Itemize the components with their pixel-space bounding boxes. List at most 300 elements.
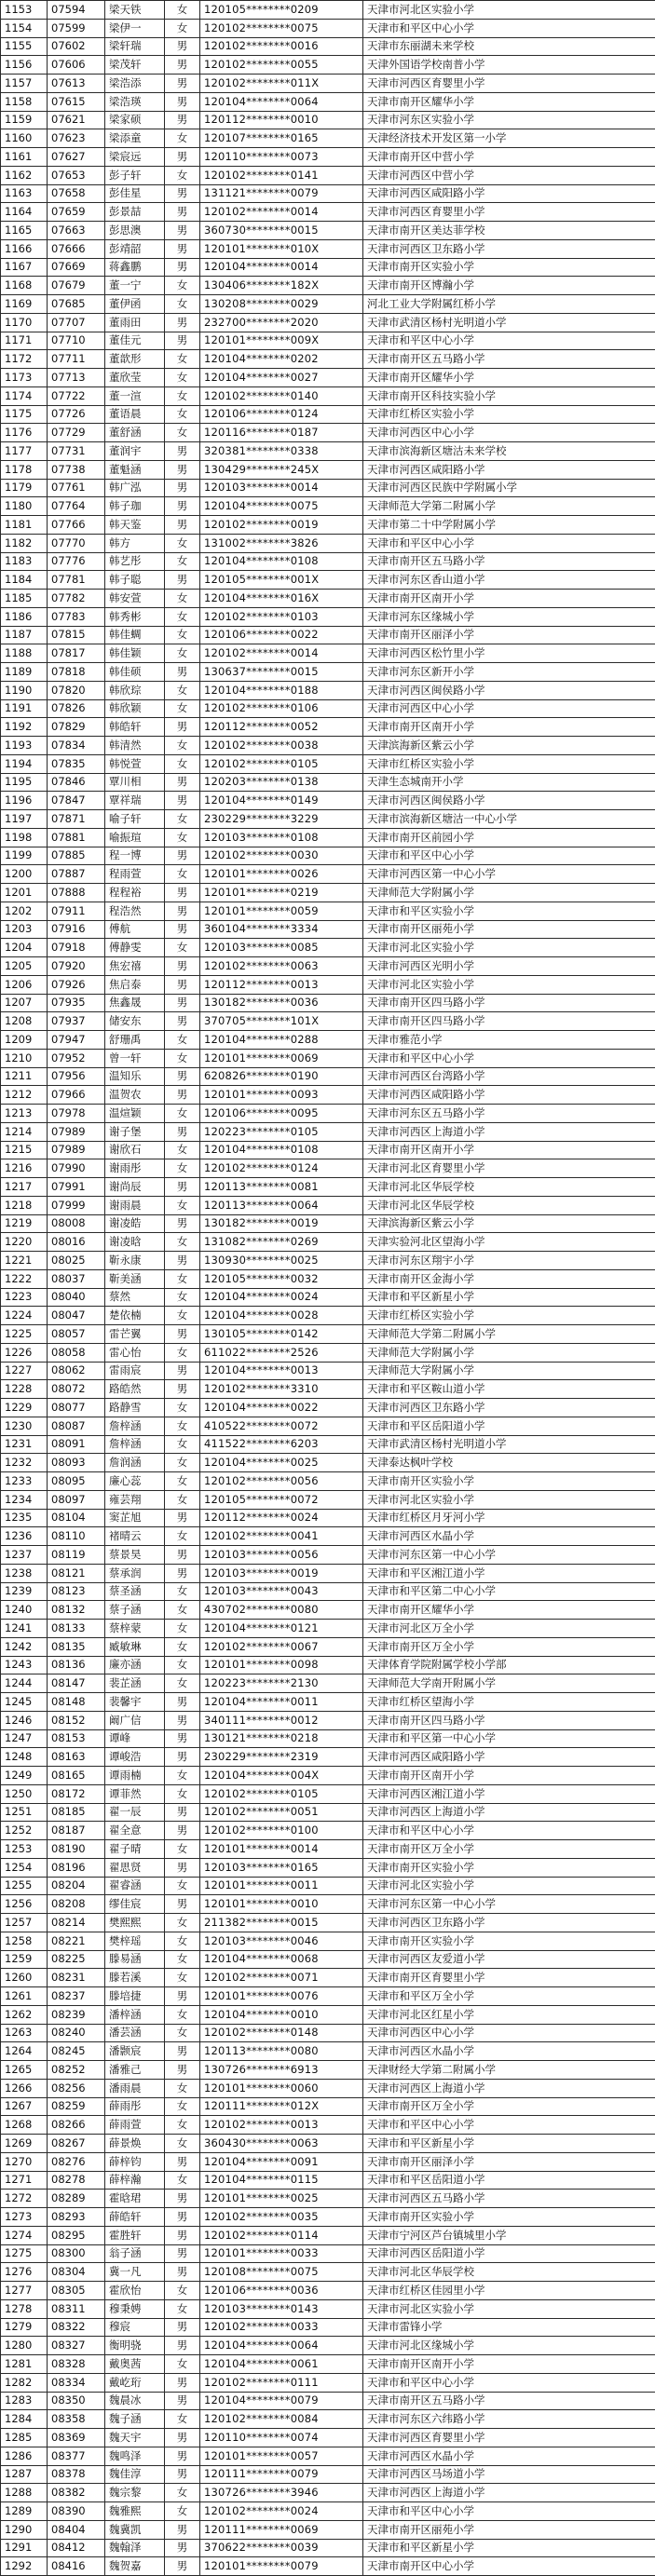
gender: 女 [165, 1105, 200, 1123]
table-row [1, 1582, 655, 1601]
registration-number: 08378 [48, 2465, 105, 2484]
student-name: 薛皓轩 [105, 2208, 165, 2227]
student-name: 潘雅己 [105, 2061, 165, 2080]
registration-number: 07935 [48, 994, 105, 1012]
row-index: 1182 [1, 534, 48, 552]
table-row [1, 1067, 655, 1086]
id-number: 120106********0036 [200, 2282, 363, 2300]
gender: 女 [165, 1877, 200, 1895]
table-row [1, 313, 655, 332]
school-name: 天津市红桥区佳园里小学 [363, 2282, 655, 2300]
row-index: 1192 [1, 718, 48, 737]
school-name: 天津师范大学附属小学 [363, 1362, 655, 1380]
school-name: 天津市和平区鞍山道小学 [363, 1380, 655, 1399]
registration-number: 08025 [48, 1252, 105, 1270]
table-row [1, 56, 655, 75]
table-row [1, 1932, 655, 1950]
registration-number: 08369 [48, 2429, 105, 2447]
school-name: 天津市河北区实验小学 [363, 975, 655, 994]
registration-number: 08077 [48, 1399, 105, 1417]
row-index: 1285 [1, 2429, 48, 2447]
registration-number: 07888 [48, 884, 105, 902]
id-number: 130726********3946 [200, 2484, 363, 2502]
table-row [1, 2520, 655, 2539]
school-name: 天津外国语学校南普小学 [363, 56, 655, 75]
registration-number: 08266 [48, 2116, 105, 2135]
registration-number: 08293 [48, 2208, 105, 2227]
row-index: 1262 [1, 2005, 48, 2024]
table-row [1, 479, 655, 497]
row-index: 1200 [1, 865, 48, 884]
id-number: 120111********012X [200, 2097, 363, 2116]
school-name: 天津市雅范小学 [363, 1031, 655, 1050]
gender: 男 [165, 2263, 200, 2282]
gender: 女 [165, 1399, 200, 1417]
table-row [1, 2299, 655, 2318]
id-number: 120104********0288 [200, 1031, 363, 1050]
registration-number: 07937 [48, 1012, 105, 1031]
gender: 女 [165, 607, 200, 626]
student-name: 曾一轩 [105, 1049, 165, 1067]
registration-number: 08165 [48, 1767, 105, 1785]
id-number: 120101********009X [200, 332, 363, 350]
student-name: 霍晗珺 [105, 2190, 165, 2208]
id-number: 620826********0190 [200, 1067, 363, 1086]
school-name: 天津师范大学南开附属小学 [363, 1674, 655, 1693]
id-number: 120104********0115 [200, 2171, 363, 2190]
row-index: 1290 [1, 2520, 48, 2539]
student-name: 詹梓涵 [105, 1417, 165, 1435]
registration-number: 08057 [48, 1325, 105, 1344]
student-name: 彭靖韶 [105, 239, 165, 258]
gender: 男 [165, 773, 200, 792]
table-row [1, 350, 655, 369]
school-name: 天津市河西区咸阳路小学 [363, 184, 655, 203]
school-name: 天津财经大学第二附属小学 [363, 2061, 655, 2080]
student-name: 彭思澳 [105, 222, 165, 240]
id-number: 130105********0142 [200, 1325, 363, 1344]
row-index: 1197 [1, 810, 48, 829]
table-row [1, 2005, 655, 2024]
registration-number: 07978 [48, 1105, 105, 1123]
gender: 男 [165, 148, 200, 167]
registration-number: 08327 [48, 2337, 105, 2355]
id-number: 120104********0027 [200, 369, 363, 387]
registration-number: 07658 [48, 184, 105, 203]
gender: 男 [165, 2465, 200, 2484]
student-name: 衡明骁 [105, 2337, 165, 2355]
id-number: 120102********0148 [200, 2024, 363, 2042]
registration-number: 08377 [48, 2447, 105, 2465]
gender: 女 [165, 644, 200, 663]
id-number: 120108********0075 [200, 2263, 363, 2282]
row-index: 1229 [1, 1399, 48, 1417]
student-name: 谢欣石 [105, 1141, 165, 1159]
school-name: 天津市南开区中心小学 [363, 2557, 655, 2576]
row-index: 1199 [1, 847, 48, 865]
id-number: 120223********0105 [200, 1122, 363, 1141]
registration-number: 08350 [48, 2392, 105, 2410]
student-name: 谭雨楠 [105, 1767, 165, 1785]
school-name: 天津市南开区实验小学 [363, 1932, 655, 1950]
school-name: 天津市红桥区望海小学 [363, 1693, 655, 1712]
row-index: 1263 [1, 2024, 48, 2042]
gender: 男 [165, 1711, 200, 1729]
registration-number: 07726 [48, 405, 105, 424]
school-name: 天津师范大学第二附属小学 [363, 1325, 655, 1344]
student-name: 韩方 [105, 534, 165, 552]
gender: 男 [165, 1012, 200, 1031]
table-row [1, 1693, 655, 1712]
table-row [1, 2171, 655, 2190]
registration-number: 07731 [48, 442, 105, 461]
gender: 男 [165, 460, 200, 479]
gender: 女 [165, 1932, 200, 1950]
id-number: 120102********0035 [200, 2208, 363, 2227]
row-index: 1279 [1, 2318, 48, 2337]
registration-number: 08300 [48, 2244, 105, 2263]
id-number: 611022********2526 [200, 1343, 363, 1362]
id-number: 120102********0100 [200, 1822, 363, 1840]
school-name: 天津市南开区中营小学 [363, 148, 655, 167]
gender: 女 [165, 1527, 200, 1546]
id-number: 120104********0028 [200, 1307, 363, 1325]
school-name: 天津市南开区南开小学 [363, 1767, 655, 1785]
id-number: 120107********0165 [200, 129, 363, 148]
registration-number: 08093 [48, 1454, 105, 1472]
gender: 女 [165, 1196, 200, 1214]
table-row [1, 442, 655, 461]
registration-number: 07627 [48, 148, 105, 167]
table-row [1, 1509, 655, 1527]
row-index: 1183 [1, 552, 48, 571]
school-name: 天津市南开区四马路小学 [363, 1711, 655, 1729]
row-index: 1215 [1, 1141, 48, 1159]
student-name: 董欣莹 [105, 369, 165, 387]
row-index: 1170 [1, 313, 48, 332]
registration-number: 08289 [48, 2190, 105, 2208]
school-name: 天津市河西区闽侯路小学 [363, 792, 655, 810]
school-name: 天津市河东区第一中心小学 [363, 1895, 655, 1914]
student-name: 谢子堡 [105, 1122, 165, 1141]
gender: 女 [165, 424, 200, 442]
table-row [1, 1399, 655, 1417]
id-number: 120112********0010 [200, 111, 363, 129]
gender: 男 [165, 902, 200, 920]
registration-number: 07817 [48, 644, 105, 663]
student-name: 韩天鉴 [105, 516, 165, 535]
school-name: 天津师范大学附属小学 [363, 1343, 655, 1362]
student-name: 靳美涵 [105, 1269, 165, 1288]
id-number: 120104********0025 [200, 1454, 363, 1472]
id-number: 120113********0080 [200, 2042, 363, 2061]
school-name: 天津市河东区新开小学 [363, 663, 655, 682]
id-number: 120111********0079 [200, 2465, 363, 2484]
registration-number: 07926 [48, 975, 105, 994]
gender: 男 [165, 792, 200, 810]
row-index: 1163 [1, 184, 48, 203]
registration-number: 07918 [48, 939, 105, 957]
row-index: 1209 [1, 1031, 48, 1050]
school-name: 天津市南开区耀华小学 [363, 92, 655, 111]
id-number: 120105********0072 [200, 1490, 363, 1509]
school-name: 天津市河西区咸阳路小学 [363, 1086, 655, 1105]
table-row [1, 1546, 655, 1565]
table-row [1, 2447, 655, 2465]
school-name: 天津市河西区友爱道小学 [363, 1950, 655, 1969]
registration-number: 08121 [48, 1564, 105, 1582]
table-row [1, 1362, 655, 1380]
student-name: 温煊颖 [105, 1105, 165, 1123]
table-row [1, 1325, 655, 1344]
registration-number: 07613 [48, 75, 105, 93]
student-name: 翟子晴 [105, 1840, 165, 1859]
school-name: 天津市河西区松竹里小学 [363, 644, 655, 663]
registration-number: 07710 [48, 332, 105, 350]
registration-number: 07729 [48, 424, 105, 442]
student-name: 褚晴云 [105, 1527, 165, 1546]
school-name: 天津市河西区光明小学 [363, 957, 655, 976]
student-name: 蔡圣涵 [105, 1582, 165, 1601]
row-index: 1180 [1, 497, 48, 516]
gender: 男 [165, 1858, 200, 1877]
row-index: 1189 [1, 663, 48, 682]
table-row [1, 2355, 655, 2374]
registration-number: 08276 [48, 2152, 105, 2171]
student-name: 谢尚辰 [105, 1178, 165, 1197]
registration-number: 07989 [48, 1122, 105, 1141]
school-name: 天津市红桥区月牙河小学 [363, 1509, 655, 1527]
gender: 男 [165, 1564, 200, 1582]
table-row [1, 277, 655, 295]
id-number: 120110********0073 [200, 148, 363, 167]
id-number: 120112********0013 [200, 975, 363, 994]
id-number: 120102********011X [200, 75, 363, 93]
row-index: 1156 [1, 56, 48, 75]
id-number: 120103********0043 [200, 1582, 363, 1601]
gender: 男 [165, 2337, 200, 2355]
row-index: 1203 [1, 920, 48, 939]
row-index: 1251 [1, 1803, 48, 1822]
school-name: 天津市河西区湘江道小学 [363, 1784, 655, 1803]
id-number: 130429********245X [200, 460, 363, 479]
school-name: 天津市南开区南开小学 [363, 590, 655, 608]
gender: 女 [165, 552, 200, 571]
registration-number: 08040 [48, 1288, 105, 1307]
student-name: 韩佳蜩 [105, 626, 165, 644]
student-name: 董一宁 [105, 277, 165, 295]
row-index: 1174 [1, 386, 48, 405]
table-row [1, 2337, 655, 2355]
student-name: 董魁涵 [105, 460, 165, 479]
id-number: 120102********0071 [200, 1969, 363, 1987]
student-name: 谢凌皓 [105, 1214, 165, 1233]
row-index: 1274 [1, 2226, 48, 2244]
table-row [1, 644, 655, 663]
row-index: 1231 [1, 1435, 48, 1454]
gender: 女 [165, 681, 200, 699]
id-number: 120113********0081 [200, 1178, 363, 1197]
student-name: 路静雪 [105, 1399, 165, 1417]
student-name: 詹梓涵 [105, 1435, 165, 1454]
gender: 女 [165, 386, 200, 405]
gender: 男 [165, 975, 200, 994]
student-name: 焦鑫晟 [105, 994, 165, 1012]
table-row [1, 166, 655, 184]
school-name: 天津市武清区杨村光明道小学 [363, 313, 655, 332]
student-name: 韩广泓 [105, 479, 165, 497]
row-index: 1177 [1, 442, 48, 461]
id-number: 120101********010X [200, 239, 363, 258]
table-row [1, 2024, 655, 2042]
school-name: 天津市南开区实验小学 [363, 2208, 655, 2227]
registration-number: 08062 [48, 1362, 105, 1380]
row-index: 1236 [1, 1527, 48, 1546]
school-name: 天津市河西区上海道小学 [363, 2079, 655, 2097]
row-index: 1243 [1, 1656, 48, 1674]
school-name: 天津市南开区科技实验小学 [363, 386, 655, 405]
school-name: 天津市第二十中学附属小学 [363, 516, 655, 535]
gender: 女 [165, 2410, 200, 2429]
id-number: 120102********0105 [200, 1784, 363, 1803]
row-index: 1206 [1, 975, 48, 994]
student-name: 傅静雯 [105, 939, 165, 957]
registration-number: 07599 [48, 19, 105, 37]
student-name: 董语晨 [105, 405, 165, 424]
id-number: 120104********0064 [200, 92, 363, 111]
registration-number: 08412 [48, 2539, 105, 2557]
id-number: 120102********0016 [200, 37, 363, 56]
school-name: 天津市南开区万全小学 [363, 1637, 655, 1656]
row-index: 1257 [1, 1914, 48, 1932]
id-number: 360430********0063 [200, 2135, 363, 2153]
school-name: 天津市河西区卫东路小学 [363, 1914, 655, 1932]
row-index: 1273 [1, 2208, 48, 2227]
id-number: 130182********0019 [200, 1214, 363, 1233]
registration-number: 08322 [48, 2318, 105, 2337]
school-name: 天津市河西区育婴里小学 [363, 2429, 655, 2447]
gender: 男 [165, 994, 200, 1012]
table-row [1, 1601, 655, 1620]
gender: 男 [165, 313, 200, 332]
gender: 男 [165, 957, 200, 976]
id-number: 120104********0108 [200, 552, 363, 571]
school-name: 天津市和平区中心小学 [363, 1049, 655, 1067]
gender: 男 [165, 1803, 200, 1822]
gender: 男 [165, 1748, 200, 1767]
gender: 女 [165, 810, 200, 829]
row-index: 1186 [1, 607, 48, 626]
table-row [1, 1233, 655, 1252]
row-index: 1204 [1, 939, 48, 957]
student-name: 韩清然 [105, 737, 165, 755]
school-name: 天津市宁河区芦台镇城里小学 [363, 2226, 655, 2244]
gender: 男 [165, 1325, 200, 1344]
gender: 男 [165, 1380, 200, 1399]
gender: 女 [165, 2355, 200, 2374]
school-name: 天津市和平区新星小学 [363, 2539, 655, 2557]
id-number: 230229********3229 [200, 810, 363, 829]
id-number: 120103********0085 [200, 939, 363, 957]
id-number: 120101********0076 [200, 1987, 363, 2006]
row-index: 1237 [1, 1546, 48, 1565]
id-number: 120102********0084 [200, 2410, 363, 2429]
student-name: 舒珊禹 [105, 1031, 165, 1050]
gender: 男 [165, 2429, 200, 2447]
row-index: 1226 [1, 1343, 48, 1362]
table-row [1, 1858, 655, 1877]
row-index: 1220 [1, 1233, 48, 1252]
student-name: 谭菲然 [105, 1784, 165, 1803]
student-name: 彭子轩 [105, 166, 165, 184]
table-row [1, 552, 655, 571]
student-name: 温贺农 [105, 1086, 165, 1105]
table-row [1, 737, 655, 755]
table-row [1, 957, 655, 976]
row-index: 1190 [1, 681, 48, 699]
school-name: 天津市河西区马场道小学 [363, 2465, 655, 2484]
school-name: 天津市和平区中心小学 [363, 2373, 655, 2392]
row-index: 1212 [1, 1086, 48, 1105]
table-row [1, 1, 655, 20]
row-index: 1239 [1, 1582, 48, 1601]
table-row [1, 1620, 655, 1638]
gender: 女 [165, 534, 200, 552]
row-index: 1278 [1, 2299, 48, 2318]
school-name: 天津市南开区丽苑小学 [363, 920, 655, 939]
registration-number: 07881 [48, 828, 105, 847]
student-name: 韩欣琮 [105, 681, 165, 699]
id-number: 130406********182X [200, 277, 363, 295]
row-index: 1256 [1, 1895, 48, 1914]
table-row [1, 295, 655, 314]
id-number: 120103********0056 [200, 1546, 363, 1565]
student-name: 蔡子涵 [105, 1601, 165, 1620]
id-number: 120102********0033 [200, 2318, 363, 2337]
gender: 女 [165, 1269, 200, 1288]
id-number: 120104********0075 [200, 497, 363, 516]
id-number: 120104********0010 [200, 2005, 363, 2024]
registration-number: 08204 [48, 1877, 105, 1895]
school-name: 天津市雷锋小学 [363, 2318, 655, 2337]
row-index: 1249 [1, 1767, 48, 1785]
table-row [1, 2152, 655, 2171]
school-name: 天津市河北区实验小学 [363, 939, 655, 957]
student-name: 雷心怡 [105, 1343, 165, 1362]
table-row [1, 75, 655, 93]
gender: 女 [165, 1656, 200, 1674]
id-number: 120102********0075 [200, 19, 363, 37]
table-row [1, 1895, 655, 1914]
gender: 男 [165, 239, 200, 258]
registration-number: 07885 [48, 847, 105, 865]
table-row [1, 2318, 655, 2337]
school-name: 天津实验河北区望海小学 [363, 1233, 655, 1252]
table-row [1, 607, 655, 626]
student-name: 廉心蕊 [105, 1472, 165, 1491]
school-name: 天津市河西区咸阳路小学 [363, 460, 655, 479]
school-name: 天津市滨海新区塘沽一中心小学 [363, 810, 655, 829]
table-row [1, 1637, 655, 1656]
table-row [1, 590, 655, 608]
table-row [1, 699, 655, 718]
id-number: 120104********0108 [200, 1141, 363, 1159]
student-name: 韩皓轩 [105, 718, 165, 737]
gender: 女 [165, 1307, 200, 1325]
id-number: 120102********0111 [200, 2373, 363, 2392]
id-number: 232700********2020 [200, 313, 363, 332]
registration-number: 07887 [48, 865, 105, 884]
